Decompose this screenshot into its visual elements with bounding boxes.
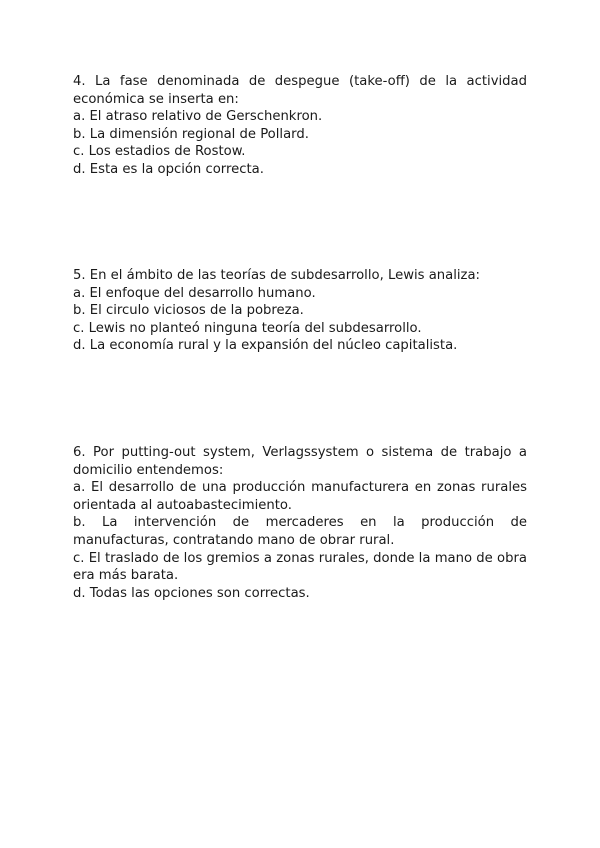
option-c: c. Lewis no planteó ninguna teoría del subdesarrollo. bbox=[73, 320, 422, 336]
question-6 bbox=[73, 444, 527, 602]
option-d: d. Esta es la opción correcta. bbox=[73, 161, 264, 177]
option-b: b. El circulo viciosos de la pobreza. bbox=[73, 303, 304, 319]
option-c: c. Los estadios de Rostow. bbox=[73, 144, 246, 160]
option-d: d. La economía rural y la expansión del núcleo capitalista. bbox=[73, 338, 458, 354]
question-text: 5. En el ámbito de las teorías de subdesarrollo, Lewis analiza: bbox=[73, 268, 481, 283]
option-a: a. El enfoque del desarrollo humano. bbox=[73, 285, 316, 301]
question-text: 6. Por putting-out system, Verlagssystem o sistema de trabajo a domicilio entendemos: bbox=[73, 445, 527, 478]
option-b: b. La intervención de mercaderes en la producción de manufacturas, contratando mano de obrar rural. bbox=[73, 515, 527, 548]
option-d: d. Todas las opciones son correctas. bbox=[73, 585, 310, 601]
option-a: a. El desarrollo de una producción manufacturera en zonas rurales orientada al autoabastecimiento. bbox=[73, 480, 527, 513]
option-a: a. El atraso relativo de Gerschenkron. bbox=[73, 109, 323, 125]
option-c: c. El traslado de los gremios a zonas rurales, donde la mano de obra era más barata. bbox=[73, 550, 527, 584]
question-5 bbox=[73, 267, 527, 355]
question-text: 4. La fase denominada de despegue (take-off) de la actividad económica se inserta en: bbox=[73, 74, 527, 107]
question-4 bbox=[73, 73, 527, 179]
option-b: b. La dimensión regional de Pollard. bbox=[73, 126, 309, 142]
